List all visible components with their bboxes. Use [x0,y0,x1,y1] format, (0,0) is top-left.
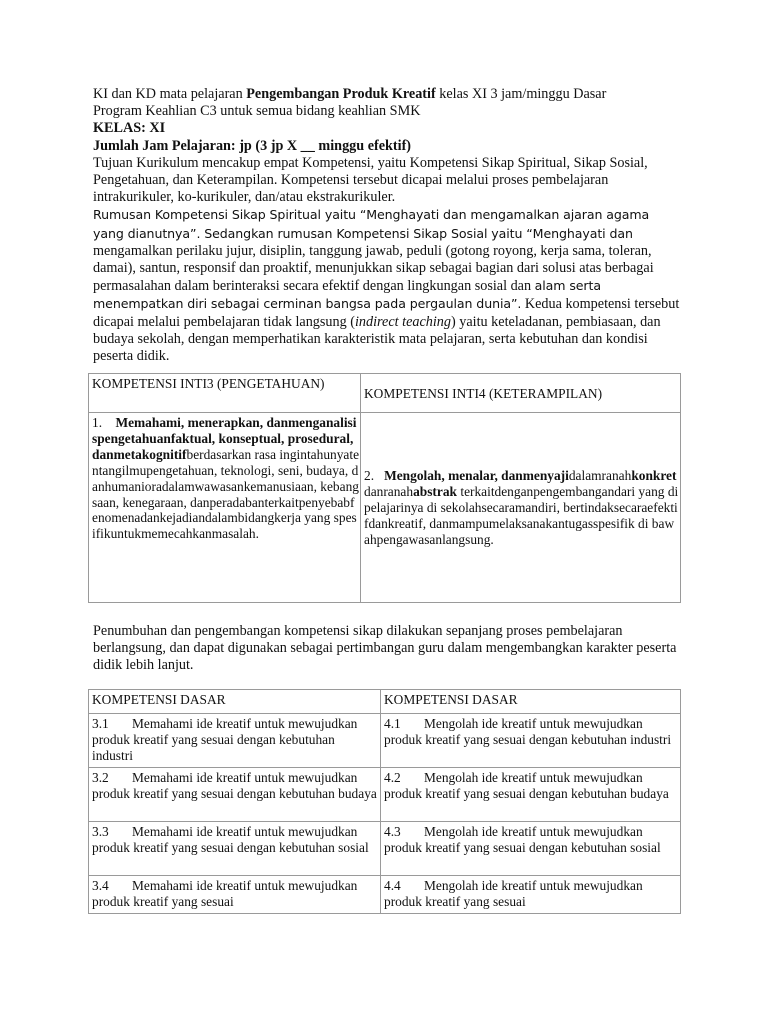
kd-cell-right: 4.1 Mengolah ide kreatif untuk mewujudkan produk kreatif yang sesuai dengan kebutuhan industri [381,714,681,768]
kd-cell-left: 3.4 Memahami ide kreatif untuk mewujudkan produk kreatif yang sesuai [89,876,381,914]
core-competency-table [88,373,681,603]
kd-cell-left: 3.1 Memahami ide kreatif untuk mewujudkan produk kreatif yang sesuai dengan kebutuhan industri [89,714,381,768]
kd-cell-right: 4.2 Mengolah ide kreatif untuk mewujudkan produk kreatif yang sesuai dengan kebutuhan budaya [381,768,681,822]
kd-cell-right: 4.4 Mengolah ide kreatif untuk mewujudkan produk kreatif yang sesuai [381,876,681,914]
kd-cell-left: 3.2 Memahami ide kreatif untuk mewujudkan produk kreatif yang sesuai dengan kebutuhan budaya [89,768,381,822]
ki3-header: KOMPETENSI INTI3 (PENGETAHUAN) [89,374,361,413]
table-row [89,822,681,876]
hours-heading: Jumlah Jam Pelajaran: jp (3 jp X __ minggu efektif) [93,137,412,154]
table-row [89,876,681,914]
character-development-paragraph: Penumbuhan dan pengembangan kompetensi sikap dilakukan sepanjang proses pembelajaran berlangsung, dan dapat digunakan sebagai pertimbangan guru dalam mengembangkan karakter peserta didik lebih lanjut. [93,623,677,674]
subject-name: Pengembangan Produk Kreatif [246,86,436,102]
kd-cell-right: 4.3 Mengolah ide kreatif untuk mewujudkan produk kreatif yang sesuai dengan kebutuhan sosial [381,822,681,876]
kd-header-left: KOMPETENSI DASAR [89,690,381,714]
kd-header-right: KOMPETENSI DASAR [381,690,681,714]
ki3-content: 1. Memahami, menerapkan, danmenganalisispengetahuanfaktual, konseptual, prosedural, danmetakognitifberdasarkan rasa ingintahunyatentangilmupengetahuan, teknologi, seni, budaya, danhumanioradalamwawasankemanusiaan, kebangsaan, kenegaraan, danperadabanterkaitpenyebabfenomenadankejadiandalambidangkerja yang spesifikuntukmemecahkanmasalah. [89,413,361,603]
intro-line-2: Program Keahlian C3 untuk semua bidang keahlian SMK [93,103,421,120]
table-row [89,714,681,768]
intro-line-1: KI dan KD mata pelajaran Pengembangan Produk Kreatif kelas XI 3 jam/minggu Dasar [93,86,607,102]
table-row [89,768,681,822]
ki4-content: 2. Mengolah, menalar, danmenyajidalamranahkonkretdanranahabstrak terkaitdenganpengembangandari yang dipelajarinya di sekolahsecaramandiri, bertindaksecaraefektifdankreatif, danmampumelaksanakantugasspesifik di bawahpengawasanlangsung. [361,413,681,603]
class-heading: KELAS: XI [93,120,166,137]
kd-cell-left: 3.3 Memahami ide kreatif untuk mewujudkan produk kreatif yang sesuai dengan kebutuhan sosial [89,822,381,876]
curriculum-goal-paragraph: Tujuan Kurikulum mencakup empat Kompetensi, yaitu Kompetensi Sikap Spiritual, Sikap Sosial, Pengetahuan, dan Keterampilan. Kompetensi tersebut dicapai melalui proses pembelajaran intrakurikuler, ko-kurikuler, dan/atau ekstrakurikuler. [93,154,648,206]
basic-competency-table [88,689,681,914]
ki4-header: KOMPETENSI INTI4 (KETERAMPILAN) [361,374,681,413]
document-page [93,86,683,365]
competency-formulation-paragraph: Rumusan Kompetensi Sikap Spiritual yaitu “Menghayati dan mengamalkan ajaran agama yang dianutnya”. Sedangkan rumusan Kompetensi Sikap Sosial yaitu “Menghayati dan mengamalkan perilaku jujur, disiplin, tanggung jawab, peduli (gotong royong, kerja sama, toleran, damai), santun, responsif dan proaktif, menunjukkan sikap sebagai bagian dari solusi atas berbagai permasalahan dalam berinteraksi secara efektif dengan lingkungan sosial dan alam serta menempatkan diri sebagai cerminan bangsa pada pergaulan dunia”. Kedua kompetensi tersebut dicapai melalui pembelajaran tidak langsung (indirect teaching) yaitu keteladanan, pembiasaan, dan budaya sekolah, dengan memperhatikan karakteristik mata pelajaran, serta kebutuhan dan kondisi peserta didik. [93,207,680,365]
